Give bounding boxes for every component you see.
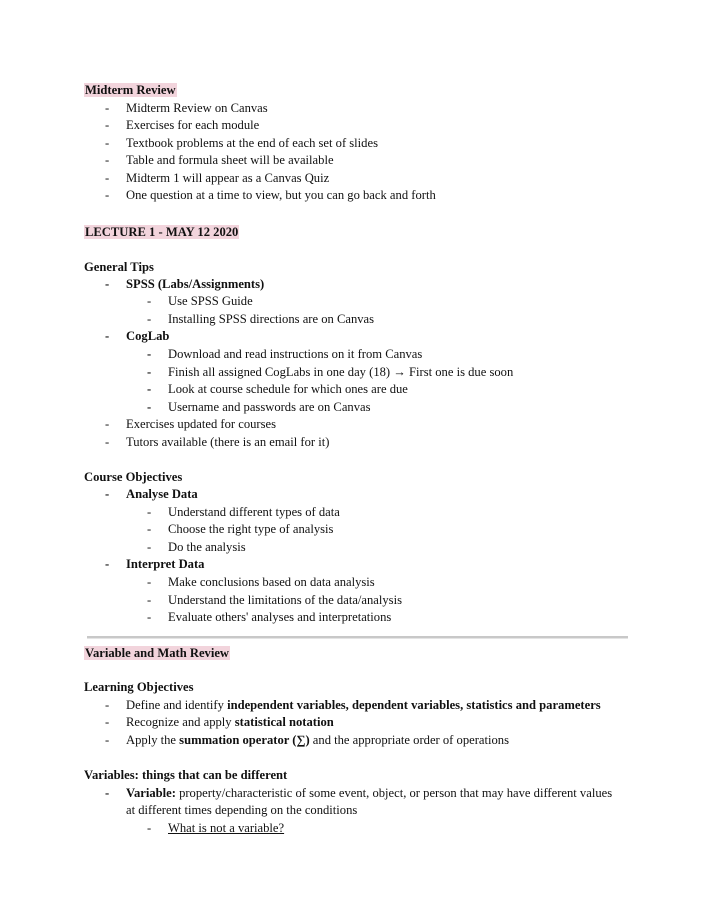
bullet-dash: - (147, 522, 152, 536)
list-item: Recognize and apply statistical notation (126, 715, 334, 729)
list-item: Textbook problems at the end of each set of slides (126, 136, 378, 150)
heading-learning-objectives: Learning Objectives (84, 680, 194, 694)
bullet-dash: - (105, 715, 110, 729)
list-item: Installing SPSS directions are on Canvas (168, 312, 375, 326)
bullet-dash: - (147, 347, 152, 361)
bullet-dash: - (147, 365, 152, 379)
bullet-dash: - (105, 698, 110, 712)
bullet-dash: - (105, 118, 110, 132)
variable-definition: Variable: property/characteristic of some event, object, or person that may have different values (126, 786, 613, 800)
list-item-spss: SPSS (Labs/Assignments) (126, 277, 265, 291)
list-item: Exercises updated for courses (126, 417, 277, 431)
list-item: Define and identify independent variables, dependent variables, statistics and parameters (126, 698, 601, 712)
list-item: Use SPSS Guide (168, 294, 253, 308)
list-item: Choose the right type of analysis (168, 522, 334, 536)
list-item: Download and read instructions on it from Canvas (168, 347, 423, 361)
heading-general-tips: General Tips (84, 260, 154, 274)
bullet-dash: - (105, 277, 110, 291)
list-item: Look at course schedule for which ones are due (168, 382, 408, 396)
list-item: Evaluate others' analyses and interpretations (168, 610, 392, 624)
bullet-dash: - (147, 540, 152, 554)
bullet-dash: - (147, 505, 152, 519)
list-item: Apply the summation operator (∑) and the appropriate order of operations (126, 733, 509, 747)
bullet-dash: - (105, 435, 110, 449)
list-item-analyse-data: Analyse Data (126, 487, 198, 501)
list-item: Username and passwords are on Canvas (168, 400, 371, 414)
list-item: Midterm Review on Canvas (126, 101, 268, 115)
bullet-dash: - (147, 821, 152, 835)
bullet-dash: - (147, 294, 152, 308)
bullet-dash: - (147, 382, 152, 396)
heading-lecture-1: LECTURE 1 - MAY 12 2020 (85, 225, 239, 239)
bullet-dash: - (105, 329, 110, 343)
heading-midterm-review: Midterm Review (85, 83, 176, 97)
list-item: Make conclusions based on data analysis (168, 575, 375, 589)
list-item: Table and formula sheet will be available (126, 153, 334, 167)
list-item-interpret-data: Interpret Data (126, 557, 205, 571)
bullet-dash: - (147, 400, 152, 414)
bullet-dash: - (147, 575, 152, 589)
list-item: Exercises for each module (126, 118, 260, 132)
list-item: Understand the limitations of the data/analysis (168, 593, 402, 607)
bullet-dash: - (105, 417, 110, 431)
underlined-question: What is not a variable? (168, 821, 285, 835)
bullet-dash: - (105, 557, 110, 571)
bullet-dash: - (105, 786, 110, 800)
list-item: Understand different types of data (168, 505, 340, 519)
bullet-dash: - (105, 136, 110, 150)
bullet-dash: - (105, 101, 110, 115)
bullet-dash: - (147, 593, 152, 607)
heading-variable-math-review: Variable and Math Review (85, 646, 230, 660)
bullet-dash: - (147, 312, 152, 326)
heading-course-objectives: Course Objectives (84, 470, 183, 484)
horizontal-divider (87, 636, 628, 639)
bullet-dash: - (105, 171, 110, 185)
bullet-dash: - (105, 153, 110, 167)
list-item: Finish all assigned CogLabs in one day (18) → First one is due soon (168, 365, 514, 379)
list-item: Tutors available (there is an email for it) (126, 435, 330, 449)
heading-variables: Variables: things that can be different (84, 768, 288, 782)
bullet-dash: - (105, 188, 110, 202)
variable-definition-continued: at different times depending on the conditions (126, 803, 358, 817)
bullet-dash: - (105, 487, 110, 501)
list-item: Do the analysis (168, 540, 246, 554)
list-item: Midterm 1 will appear as a Canvas Quiz (126, 171, 330, 185)
list-item-coglab: CogLab (126, 329, 170, 343)
bullet-dash: - (105, 733, 110, 747)
list-item: One question at a time to view, but you can go back and forth (126, 188, 436, 202)
bullet-dash: - (147, 610, 152, 624)
